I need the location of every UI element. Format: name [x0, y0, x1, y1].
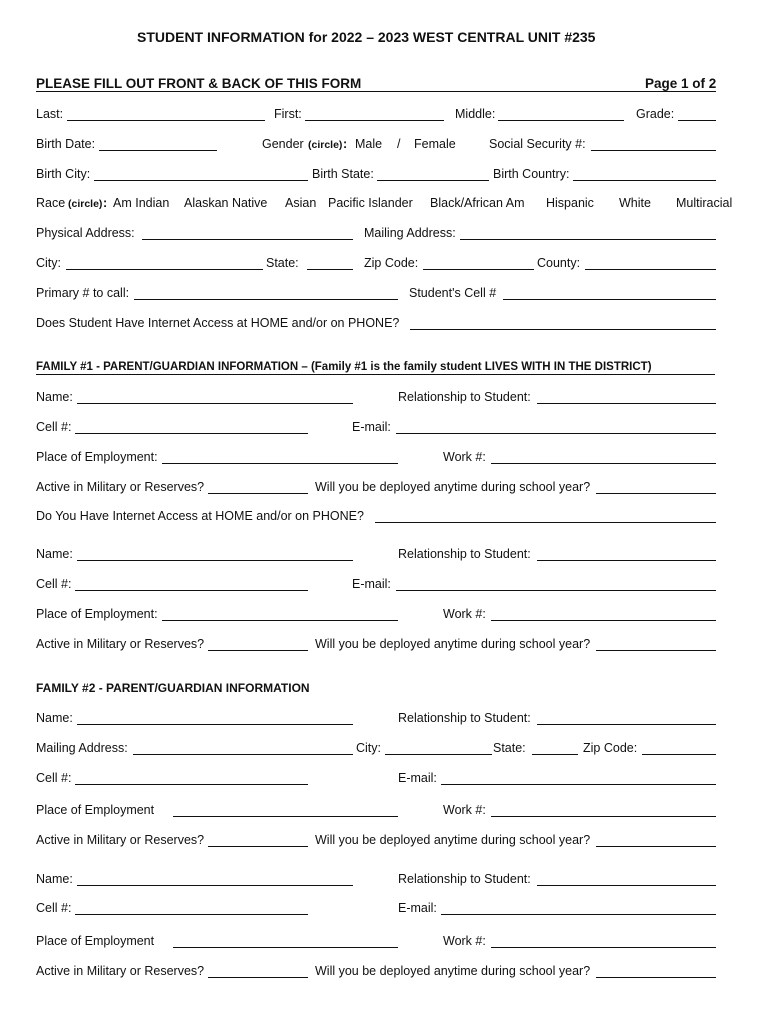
first-name-label: First: [274, 107, 302, 121]
birth-country-label: Birth Country: [493, 167, 570, 181]
family1-guardian1-deployed-field[interactable] [596, 493, 716, 494]
instruction-text: PLEASE FILL OUT FRONT & BACK OF THIS FORM [36, 76, 362, 91]
family2-guardian1-email-field[interactable] [441, 784, 716, 785]
race-option-hispanic[interactable]: Hispanic [546, 196, 594, 210]
family2-guardian1-deployed-label: Will you be deployed anytime during school year? [315, 833, 591, 847]
family2-guardian1-military-label: Active in Military or Reserves? [36, 833, 205, 847]
family2-guardian2-military-label: Active in Military or Reserves? [36, 964, 205, 978]
student-internet-label: Does Student Have Internet Access at HOME and/or on PHONE? [36, 316, 400, 330]
family2-guardian2-email-field[interactable] [441, 914, 716, 915]
family1-guardian1-employment-field[interactable] [162, 463, 398, 464]
city-field[interactable] [66, 269, 263, 270]
family2-guardian1-employment-label: Place of Employment [36, 803, 155, 817]
family1-heading: FAMILY #1 - PARENT/GUARDIAN INFORMATION – (Family #1 is the family student LIVES WITH IN THE DISTRICT) [36, 361, 652, 373]
state-field[interactable] [307, 269, 353, 270]
family1-guardian1-work-label: Work #: [443, 450, 486, 464]
family1-guardian2-military-label: Active in Military or Reserves? [36, 637, 205, 651]
family1-guardian2-military-field[interactable] [208, 650, 308, 651]
family1-guardian2-name-field[interactable] [77, 560, 353, 561]
family1-guardian2-relationship-label: Relationship to Student: [398, 547, 531, 561]
state-label: State: [266, 256, 299, 270]
gender-colon: : [343, 137, 348, 151]
family2-state-field[interactable] [532, 754, 578, 755]
instruction-underline [36, 91, 716, 92]
family2-guardian2-relationship-field[interactable] [537, 885, 716, 886]
family2-guardian2-cell-field[interactable] [75, 914, 308, 915]
form-title: STUDENT INFORMATION for 2022 – 2023 WEST CENTRAL UNIT #235 [137, 29, 596, 45]
family2-guardian1-deployed-field[interactable] [596, 846, 716, 847]
birth-date-label: Birth Date: [36, 137, 96, 151]
family1-guardian1-relationship-label: Relationship to Student: [398, 390, 531, 404]
page-number: Page 1 of 2 [645, 76, 717, 91]
race-option-alaskan-native[interactable]: Alaskan Native [184, 196, 268, 210]
race-option-am-indian[interactable]: Am Indian [113, 196, 170, 210]
mailing-address-label: Mailing Address: [364, 226, 456, 240]
grade-field[interactable] [678, 120, 716, 121]
birth-state-label: Birth State: [312, 167, 374, 181]
family2-guardian2-deployed-field[interactable] [596, 977, 716, 978]
family2-guardian1-cell-field[interactable] [75, 784, 308, 785]
family1-guardian1-relationship-field[interactable] [537, 403, 716, 404]
mailing-address-field[interactable] [460, 239, 716, 240]
family1-guardian2-deployed-label: Will you be deployed anytime during school year? [315, 637, 591, 651]
student-internet-field[interactable] [410, 329, 716, 330]
first-name-field[interactable] [305, 120, 444, 121]
grade-label: Grade: [636, 107, 675, 121]
student-cell-field[interactable] [503, 299, 716, 300]
student-cell-label: Student's Cell # [409, 286, 497, 300]
family2-guardian1-work-label: Work #: [443, 803, 486, 817]
family1-guardian2-employment-field[interactable] [162, 620, 398, 621]
family2-mailing-address-label: Mailing Address: [36, 741, 128, 755]
family1-guardian1-name-field[interactable] [77, 403, 353, 404]
family1-heading-underline [36, 374, 715, 375]
family1-guardian2-cell-field[interactable] [75, 590, 308, 591]
family1-guardian2-email-label: E-mail: [352, 577, 391, 591]
ssn-label: Social Security #: [489, 137, 586, 151]
family1-guardian1-email-field[interactable] [396, 433, 716, 434]
birth-city-label: Birth City: [36, 167, 91, 181]
middle-name-label: Middle: [455, 107, 496, 121]
zip-code-field[interactable] [423, 269, 534, 270]
family2-guardian1-name-label: Name: [36, 711, 73, 725]
primary-phone-label: Primary # to call: [36, 286, 130, 300]
family2-guardian2-employment-label: Place of Employment [36, 934, 155, 948]
primary-phone-field[interactable] [134, 299, 398, 300]
family2-guardian1-employment-field[interactable] [173, 816, 398, 817]
family1-guardian1-military-label: Active in Military or Reserves? [36, 480, 205, 494]
family1-guardian1-email-label: E-mail: [352, 420, 391, 434]
race-option-asian[interactable]: Asian [285, 196, 317, 210]
family1-guardian2-relationship-field[interactable] [537, 560, 716, 561]
family2-zip-field[interactable] [642, 754, 716, 755]
gender-option-male[interactable]: Male [355, 137, 383, 151]
family2-city-field[interactable] [385, 754, 492, 755]
county-label: County: [537, 256, 581, 270]
family1-guardian1-name-label: Name: [36, 390, 73, 404]
last-name-field[interactable] [67, 120, 265, 121]
family1-guardian2-deployed-field[interactable] [596, 650, 716, 651]
family1-internet-label: Do You Have Internet Access at HOME and/or on PHONE? [36, 509, 364, 523]
family2-guardian2-employment-field[interactable] [173, 947, 398, 948]
family2-guardian2-email-label: E-mail: [398, 901, 437, 915]
family2-guardian2-cell-label: Cell #: [36, 901, 72, 915]
family2-guardian1-relationship-field[interactable] [537, 724, 716, 725]
family1-guardian1-cell-field[interactable] [75, 433, 308, 434]
family2-city-label: City: [356, 741, 381, 755]
zip-code-label: Zip Code: [364, 256, 419, 270]
family2-state-label: State: [493, 741, 526, 755]
family2-guardian1-relationship-label: Relationship to Student: [398, 711, 531, 725]
physical-address-field[interactable] [142, 239, 353, 240]
family2-guardian1-cell-label: Cell #: [36, 771, 72, 785]
family1-guardian2-name-label: Name: [36, 547, 73, 561]
gender-separator: / [397, 137, 401, 151]
race-option-multiracial[interactable]: Multiracial [676, 196, 733, 210]
physical-address-label: Physical Address: [36, 226, 135, 240]
race-option-black-african-am[interactable]: Black/African Am [430, 196, 525, 210]
family2-guardian1-name-field[interactable] [77, 724, 353, 725]
family1-guardian1-deployed-label: Will you be deployed anytime during school year? [315, 480, 591, 494]
race-option-pacific-islander[interactable]: Pacific Islander [328, 196, 413, 210]
middle-name-field[interactable] [498, 120, 624, 121]
birth-state-field[interactable] [377, 180, 489, 181]
family1-guardian2-work-label: Work #: [443, 607, 486, 621]
gender-label: Gender [262, 137, 304, 151]
family1-guardian1-work-field[interactable] [491, 463, 716, 464]
family1-guardian2-employment-label: Place of Employment: [36, 607, 158, 621]
family2-guardian1-email-label: E-mail: [398, 771, 437, 785]
family2-guardian2-relationship-label: Relationship to Student: [398, 872, 531, 886]
gender-circle-note: (circle) [308, 139, 343, 151]
family2-mailing-address-field[interactable] [133, 754, 353, 755]
family1-guardian1-cell-label: Cell #: [36, 420, 72, 434]
family1-guardian1-military-field[interactable] [208, 493, 308, 494]
county-field[interactable] [585, 269, 716, 270]
family2-guardian2-work-field[interactable] [491, 947, 716, 948]
birth-city-field[interactable] [94, 180, 308, 181]
race-option-white[interactable]: White [619, 196, 651, 210]
family2-heading: FAMILY #2 - PARENT/GUARDIAN INFORMATION [36, 681, 310, 695]
family2-guardian1-work-field[interactable] [491, 816, 716, 817]
family1-guardian2-cell-label: Cell #: [36, 577, 72, 591]
family2-zip-label: Zip Code: [583, 741, 638, 755]
family1-guardian2-work-field[interactable] [491, 620, 716, 621]
family2-guardian2-military-field[interactable] [208, 977, 308, 978]
family2-guardian2-deployed-label: Will you be deployed anytime during school year? [315, 964, 591, 978]
family2-guardian2-name-label: Name: [36, 872, 73, 886]
family2-guardian2-name-field[interactable] [77, 885, 353, 886]
gender-option-female[interactable]: Female [414, 137, 456, 151]
race-circle-note: (circle) [68, 198, 103, 210]
family2-guardian2-work-label: Work #: [443, 934, 486, 948]
birth-date-field[interactable] [99, 150, 217, 151]
ssn-field[interactable] [591, 150, 716, 151]
last-name-label: Last: [36, 107, 64, 121]
birth-country-field[interactable] [573, 180, 716, 181]
race-label: Race [36, 196, 66, 210]
city-label: City: [36, 256, 61, 270]
family1-internet-field[interactable] [375, 522, 716, 523]
family1-guardian1-employment-label: Place of Employment: [36, 450, 158, 464]
race-colon: : [103, 196, 108, 210]
family2-guardian1-military-field[interactable] [208, 846, 308, 847]
family1-guardian2-email-field[interactable] [396, 590, 716, 591]
